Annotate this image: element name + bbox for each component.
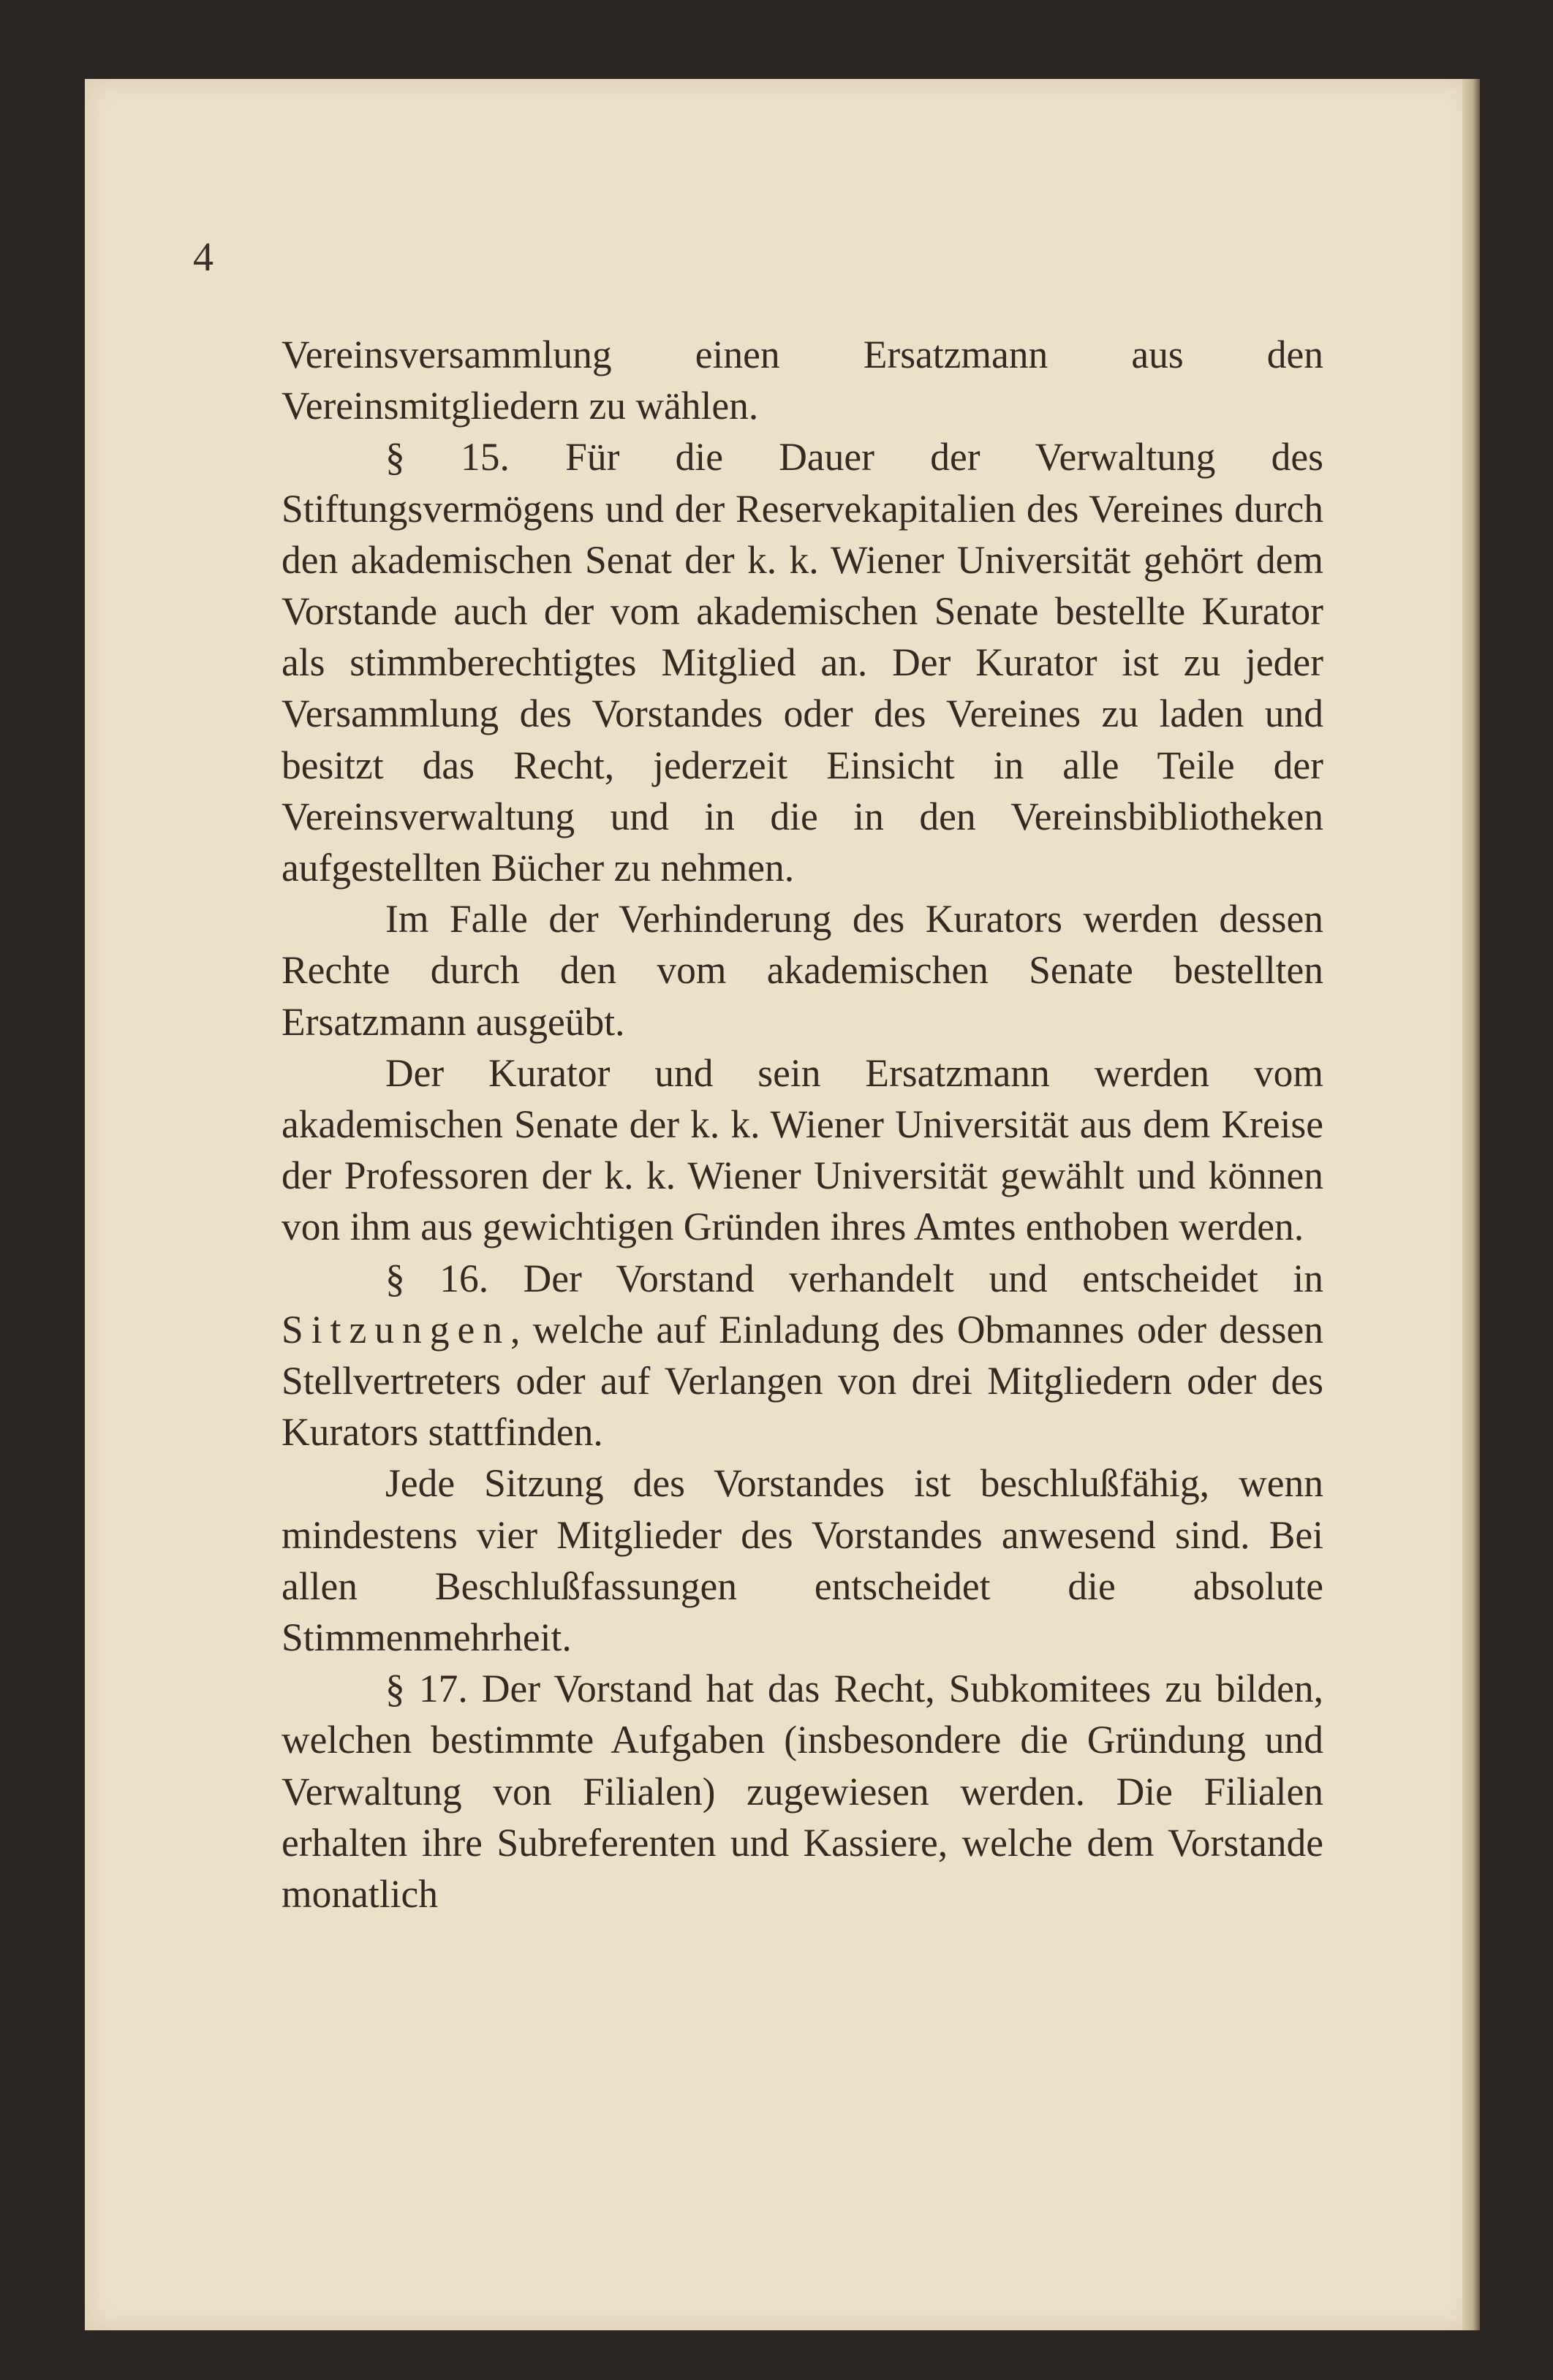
paragraph-section-17: § 17. Der Vorstand hat das Recht, Subkomitees zu bilden, welchen bestimmte Aufgaben (insbesondere die Gründung und Verwaltung von Filialen) zugewiesen werden. Die Filialen erhalten ihre Subreferenten und Kassiere, welche dem Vorstande monatlich (281, 1667, 1323, 1917)
paragraph-section-16 (281, 1253, 1323, 1458)
section-16-emphasis: Sitzungen (281, 1307, 510, 1352)
paragraph-quorum: Jede Sitzung des Vorstandes ist beschlußfähig, wenn mindestens vier Mitglieder des Vorstandes anwesend sind. Bei allen Beschlußfassungen entscheidet die absolute Stimmenmehrheit. (281, 1461, 1323, 1660)
paragraph-section-15: § 15. Für die Dauer der Verwaltung des Stiftungsvermögens und der Reservekapitalien des Vereines durch den akademischen Senat der k. k. Wiener Universität gehört dem Vorstande auch der vom akademischen Senate bestellte Kurator als stimmberechtigtes Mitglied an. Der Kurator ist zu jeder Versammlung des Vorstandes oder des Vereines zu laden und besitzt das Recht, jederzeit Einsicht in alle Teile der Vereinsverwaltung und in die in den Vereinsbibliotheken aufgestellten Bücher zu nehmen. (281, 435, 1323, 890)
section-16-text-start: § 16. Der Vorstand verhandelt und entscheidet in (385, 1256, 1323, 1300)
page-number: 4 (193, 235, 214, 280)
paragraph-curator-substitute: Im Falle der Verhinderung des Kurators werden dessen Rechte durch den vom akademischen Senate bestellten Ersatzmann ausgeübt. (281, 897, 1323, 1044)
page-edge (1462, 79, 1480, 2330)
paragraph-continuation: Vereinsversammlung einen Ersatzmann aus den Vereinsmitgliedern zu wählen. (281, 333, 1323, 428)
body-text (281, 329, 1323, 1919)
section-16-text-end: , welche auf Einladung des Obmannes oder dessen Stellvertreters oder auf Verlangen von drei Mitgliedern oder des Kurators stattfinden. (281, 1307, 1323, 1455)
paragraph-curator-election: Der Kurator und sein Ersatzmann werden vom akademischen Senate der k. k. Wiener Universität aus dem Kreise der Professoren der k. k. Wiener Universität gewählt und können von ihm aus gewichtigen Gründen ihres Amtes enthoben werden. (281, 1050, 1323, 1249)
